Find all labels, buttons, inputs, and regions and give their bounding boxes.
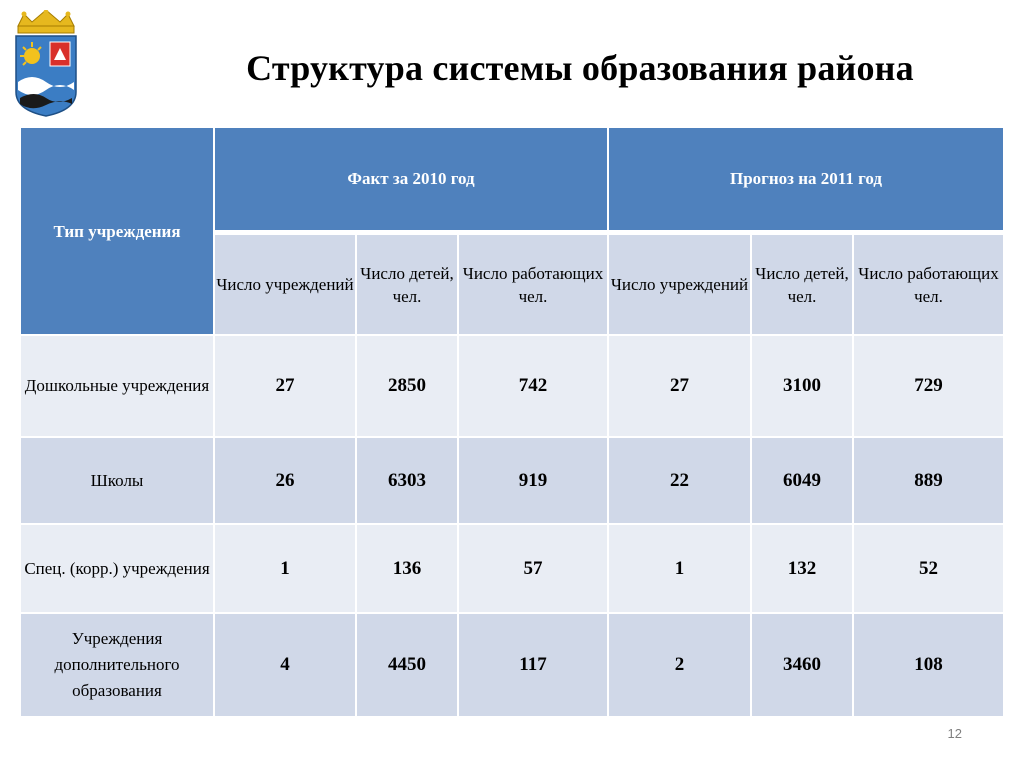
table-cell: 108 <box>854 614 1005 718</box>
page-number: 12 <box>947 726 962 741</box>
table-cell: 27 <box>215 336 357 438</box>
table-cell: 52 <box>854 525 1005 614</box>
table-cell: 4 <box>215 614 357 718</box>
table-cell: 1 <box>609 525 752 614</box>
table-row <box>21 438 1005 525</box>
column-header: Число детей, чел. <box>357 232 459 336</box>
table-cell: 3100 <box>752 336 854 438</box>
table-cell: 6049 <box>752 438 854 525</box>
table-cell: 729 <box>854 336 1005 438</box>
group-header-fact-2010: Факт за 2010 год <box>215 128 609 232</box>
corner-header: Тип учреждения <box>21 128 215 336</box>
table-cell: 3460 <box>752 614 854 718</box>
column-header: Число работающих чел. <box>459 232 609 336</box>
column-header: Число детей, чел. <box>752 232 854 336</box>
table-cell: 2 <box>609 614 752 718</box>
table-cell: 57 <box>459 525 609 614</box>
page-title: Структура системы образования района <box>246 48 914 88</box>
column-header: Число работающих чел. <box>854 232 1005 336</box>
table-cell: 6303 <box>357 438 459 525</box>
table-row <box>21 614 1005 718</box>
table-row <box>21 525 1005 614</box>
row-label: Дошкольные учреждения <box>21 336 215 438</box>
row-label: Школы <box>21 438 215 525</box>
table-cell: 22 <box>609 438 752 525</box>
table-cell: 117 <box>459 614 609 718</box>
group-header-forecast-2011: Прогноз на 2011 год <box>609 128 1005 232</box>
table-cell: 27 <box>609 336 752 438</box>
row-label: Учреждения дополнительного образования <box>21 614 215 718</box>
column-header: Число учреждений <box>215 232 357 336</box>
column-header: Число учреждений <box>609 232 752 336</box>
table-cell: 136 <box>357 525 459 614</box>
table-cell: 742 <box>459 336 609 438</box>
coat-of-arms-icon <box>12 10 80 118</box>
table-cell: 4450 <box>357 614 459 718</box>
table-cell: 889 <box>854 438 1005 525</box>
table-cell: 919 <box>459 438 609 525</box>
row-label: Спец. (корр.) учреждения <box>21 525 215 614</box>
table-cell: 26 <box>215 438 357 525</box>
table-cell: 1 <box>215 525 357 614</box>
table-row <box>21 336 1005 438</box>
education-structure-table <box>21 128 1005 718</box>
table-cell: 2850 <box>357 336 459 438</box>
table-cell: 132 <box>752 525 854 614</box>
